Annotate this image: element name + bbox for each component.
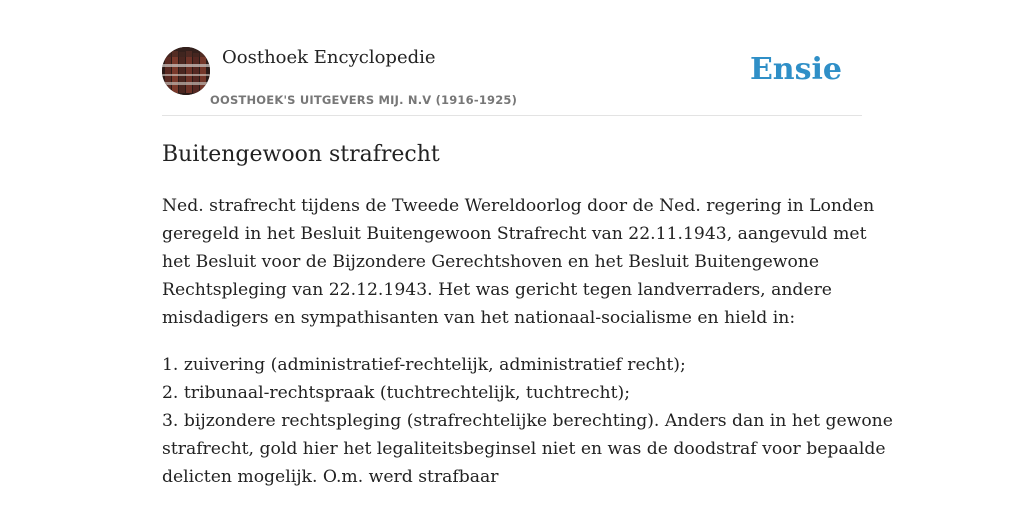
page-container xyxy=(162,0,893,487)
encyclopedia-books-avatar-icon[interactable] xyxy=(162,47,210,95)
paragraph-line: misdadigers en sympathisanten van het nationaal-socialisme en hield in: xyxy=(162,308,796,328)
site-name[interactable]: Oosthoek Encyclopedie xyxy=(222,47,436,68)
paragraph-line: het Besluit voor de Bijzondere Gerechtshoven en het Besluit Buitengewone xyxy=(162,252,820,272)
publisher-label: OOSTHOEK'S UITGEVERS MIJ. N.V (1916-1925) xyxy=(210,93,518,107)
article-body xyxy=(162,192,893,510)
ensie-logo-link[interactable]: Ensie xyxy=(749,52,842,87)
paragraph-line: Rechtspleging van 22.12.1943. Het was gericht tegen landverraders, andere xyxy=(162,280,832,300)
article-paragraph-list xyxy=(162,351,893,491)
paragraph-line: Ned. strafrecht tijdens de Tweede Wereldoorlog door de Ned. regering in Londen xyxy=(162,196,875,216)
list-item-zuivering: 1. zuivering (administratief-rechtelijk, administratief recht); xyxy=(162,355,686,375)
header xyxy=(162,0,862,116)
article-paragraph-intro xyxy=(162,192,874,332)
list-item-tribunaal: 2. tribunaal-rechtspraak (tuchtrechtelijk, tuchtrecht); xyxy=(162,383,630,403)
paragraph-line: geregeld in het Besluit Buitengewoon Strafrecht van 22.11.1943, aangevuld met xyxy=(162,224,867,244)
paragraph-line: delicten mogelijk. O.m. werd strafbaar xyxy=(162,467,499,487)
paragraph-line: strafrecht, gold hier het legaliteitsbeginsel niet en was de doodstraf voor bepaalde xyxy=(162,439,886,459)
list-item-bijzondere: 3. bijzondere rechtspleging (strafrechtelijke berechting). Anders dan in het gewone xyxy=(162,411,893,431)
article-title: Buitengewoon strafrecht xyxy=(162,142,440,167)
